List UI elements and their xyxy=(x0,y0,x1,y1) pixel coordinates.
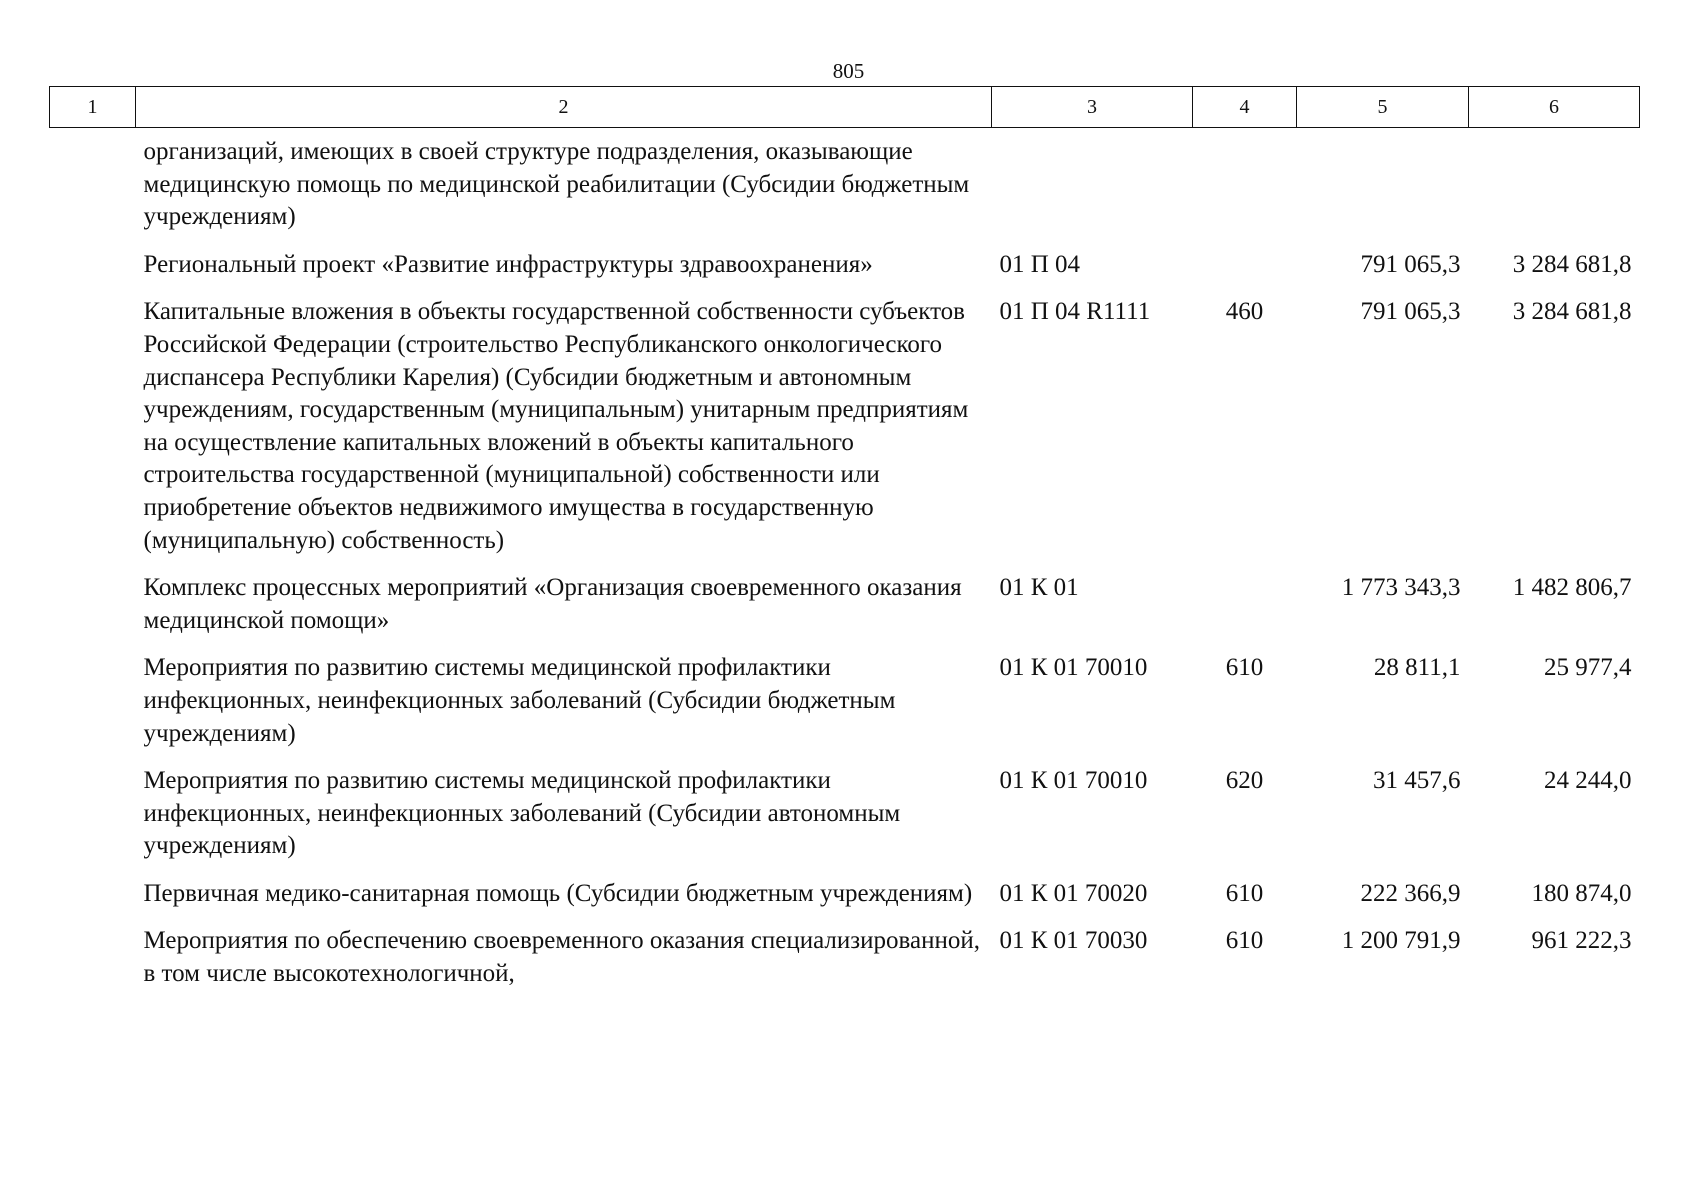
row-number-cell xyxy=(50,249,136,297)
table-row xyxy=(50,925,1640,1005)
page-number: 805 xyxy=(832,59,865,83)
column-header-4: 4 xyxy=(1193,87,1297,128)
row-target-article-code xyxy=(992,128,1193,249)
row-target-article-code: 01 К 01 70010 xyxy=(999,767,1148,795)
row-description: Региональный проект «Развитие инфраструктуры здравоохранения» xyxy=(143,250,873,278)
row-number-cell xyxy=(50,128,136,249)
row-expense-type-code: 610 xyxy=(1225,654,1264,682)
column-header-3: 3 xyxy=(992,87,1193,128)
row-amount-column-5 xyxy=(1297,128,1469,249)
row-number-cell xyxy=(50,572,136,652)
row-target-article-code: 01 К 01 70030 xyxy=(999,927,1148,955)
column-header-1: 1 xyxy=(50,87,136,128)
column-header-6: 6 xyxy=(1469,87,1640,128)
row-amount-column-5: 28 811,1 xyxy=(1373,654,1461,682)
table-row xyxy=(50,652,1640,765)
row-expense-type-code: 620 xyxy=(1225,767,1264,795)
row-description: Комплекс процессных мероприятий «Организация своевременного оказания медицинской помощи» xyxy=(143,574,962,634)
table-row xyxy=(50,878,1640,926)
row-expense-type-code: 460 xyxy=(1225,298,1264,326)
row-expense-type-code xyxy=(1193,572,1297,652)
row-description: Мероприятия по развитию системы медицинской профилактики инфекционных, неинфекционных заболеваний (Субсидии бюджетным учреждениям) xyxy=(143,654,896,747)
table-row xyxy=(50,249,1640,297)
column-header-5: 5 xyxy=(1297,87,1469,128)
table-row xyxy=(50,765,1640,878)
row-amount-column-5: 791 065,3 xyxy=(1360,250,1461,278)
row-description: Мероприятия по развитию системы медицинской профилактики инфекционных, неинфекционных заболеваний (Субсидии автономным учреждениям) xyxy=(143,767,901,860)
row-amount-column-6 xyxy=(1469,128,1640,249)
row-number-cell xyxy=(50,296,136,572)
row-expense-type-code xyxy=(1193,128,1297,249)
table-row xyxy=(50,572,1640,652)
row-amount-column-5: 222 366,9 xyxy=(1360,879,1461,907)
row-amount-column-6: 3 284 681,8 xyxy=(1512,250,1632,278)
row-amount-column-6: 1 482 806,7 xyxy=(1512,574,1632,602)
row-target-article-code: 01 П 04 xyxy=(999,250,1081,278)
row-amount-column-5: 1 200 791,9 xyxy=(1341,927,1461,955)
row-amount-column-6: 3 284 681,8 xyxy=(1512,298,1632,326)
row-amount-column-6: 961 222,3 xyxy=(1531,927,1632,955)
row-amount-column-6: 180 874,0 xyxy=(1531,879,1632,907)
row-amount-column-6: 24 244,0 xyxy=(1544,767,1632,795)
row-number-cell xyxy=(50,765,136,878)
budget-table xyxy=(49,86,1640,1006)
row-number-cell xyxy=(50,652,136,765)
column-number-header-row xyxy=(50,87,1640,128)
row-amount-column-5: 791 065,3 xyxy=(1360,298,1461,326)
row-expense-type-code xyxy=(1193,249,1297,297)
row-target-article-code: 01 К 01 xyxy=(999,574,1079,602)
row-description: организаций, имеющих в своей структуре подразделения, оказывающие медицинскую помощь по медицинской реабилитации (Субсидии бюджетным учреждениям) xyxy=(143,138,970,231)
row-number-cell xyxy=(50,878,136,926)
row-target-article-code: 01 П 04 R1111 xyxy=(999,298,1151,326)
row-amount-column-6: 25 977,4 xyxy=(1544,654,1632,682)
row-expense-type-code: 610 xyxy=(1225,927,1264,955)
row-expense-type-code: 610 xyxy=(1225,879,1264,907)
row-description: Мероприятия по обеспечению своевременного оказания специализированной, в том числе высокотехнологичной, xyxy=(143,927,980,988)
row-amount-column-5: 1 773 343,3 xyxy=(1341,574,1461,602)
row-target-article-code: 01 К 01 70010 xyxy=(999,654,1148,682)
row-description: Первичная медико-санитарная помощь (Субсидии бюджетным учреждениям) xyxy=(143,879,973,907)
table-row xyxy=(50,128,1640,249)
row-number-cell xyxy=(50,925,136,1005)
row-target-article-code: 01 К 01 70020 xyxy=(999,879,1148,907)
row-amount-column-5: 31 457,6 xyxy=(1373,767,1461,795)
row-description: Капитальные вложения в объекты государственной собственности субъектов Российской Федерации (строительство Республиканского онкологического диспансера Республики Карелия) (Субсидии бюджетным и автономным учреждениям, государственным (муниципальным) унитарным предприятиям на осуществление капитальных вложений в объекты капитального строительства государственной (муниципальной) собственности или приобретение объектов недвижимого имущества в государственную (муниципальную) собственность) xyxy=(143,298,969,554)
table-row xyxy=(50,296,1640,572)
column-header-2: 2 xyxy=(136,87,992,128)
